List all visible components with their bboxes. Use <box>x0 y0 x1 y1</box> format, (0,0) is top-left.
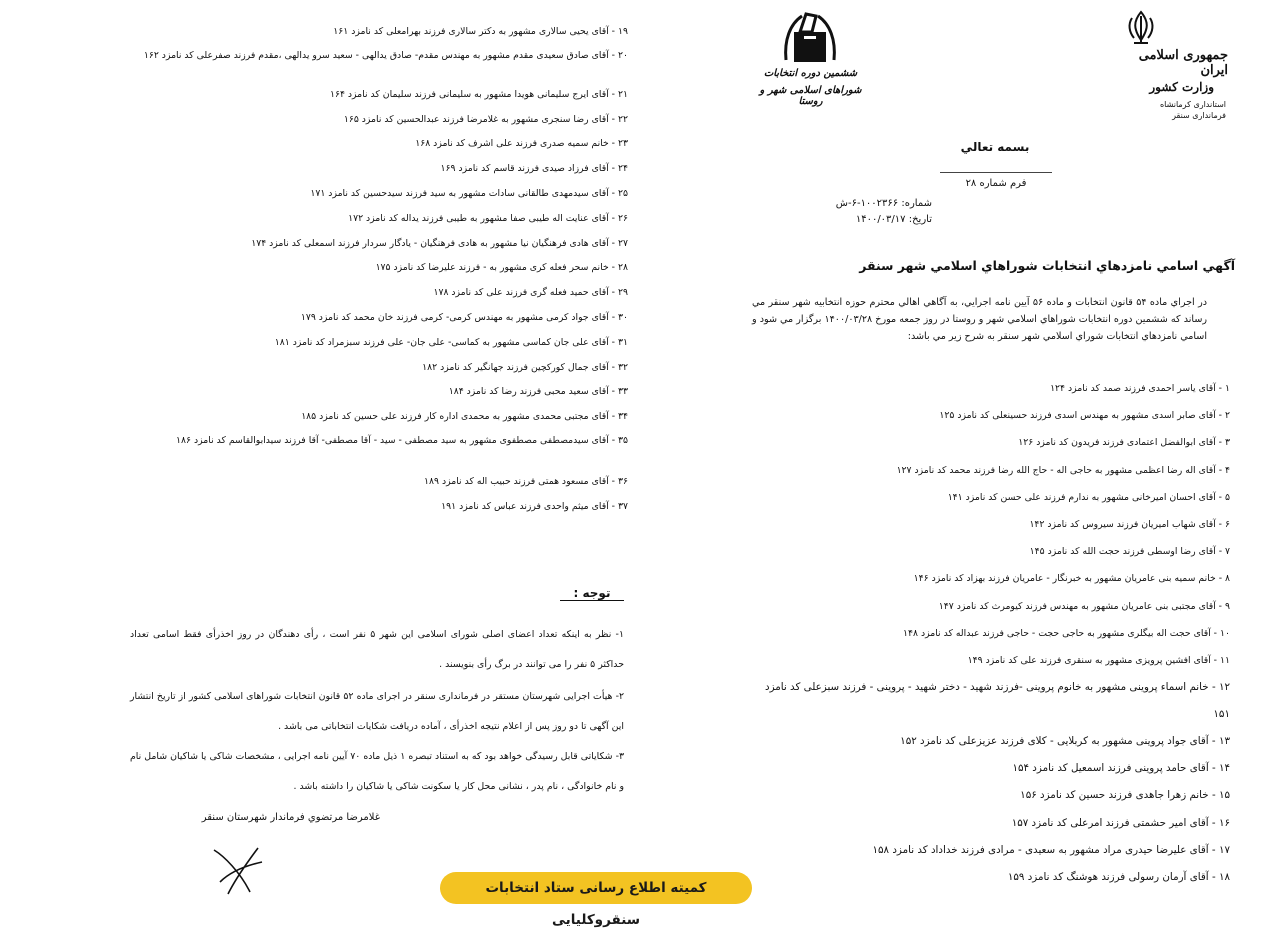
list-item: ۸ - خانم سمیه بنی عامریان مشهور به خبرنگار - عامریان فرزند بهزاد کد نامزد ۱۴۶ <box>913 573 1230 585</box>
list-item: ۱۹ - آقای یحیی سالاری مشهور به دکتر سالاری فرزند بهرامعلی کد نامزد ۱۶۱ <box>333 26 628 37</box>
list-item: ۱۲ - خانم اسماء پروینی مشهور به خانوم پروینی -فرزند شهید - دختر شهید - پروینی - فرزند سبزعلی کد نامزد ۱۵۱ <box>764 681 1230 721</box>
ballot-box-icon <box>780 10 840 66</box>
list-item: ۲۳ - خانم سمیه صدری فرزند علی اشرف کد نامزد ۱۶۸ <box>415 138 628 150</box>
list-item: ۳۷ - آقای میثم واحدی فرزند عباس کد نامزد ۱۹۱ <box>441 500 628 512</box>
list-item: ۳۴ - آقای مجتبی محمدی مشهور به محمدی اداره کار فرزند علی حسین کد نامزد ۱۸۵ <box>301 411 628 423</box>
document-title: آگهي اسامي نامزدهاي انتخابات شوراهاي اسلامي شهر سنقر <box>859 258 1235 273</box>
list-item: ۵ - آقای احسان امیرخانی مشهور به ندارم فرزند علی حسن کد نامزد ۱۴۱ <box>947 491 1230 503</box>
list-item: ۱۰ - آقای حجت اله بیگلری مشهور به حاجی حجت - حاجی فرزند عبداله کد نامزد ۱۴۸ <box>903 627 1230 639</box>
list-item: ۲۹ - آقای حمید فعله گری فرزند علی کد نامزد ۱۷۸ <box>433 287 628 299</box>
list-item: ۱۴ - آقای حامد پروینی فرزند اسمعیل کد نامزد ۱۵۴ <box>1012 762 1230 775</box>
republic-label: جمهوری اسلامی ایران <box>1138 48 1228 78</box>
list-item: ۲۷ - آقای هادی فرهنگیان نیا مشهور به هادی فرهنگیان - یادگار سردار فرزند اسمعلی کد نامزد ۱۷۴ <box>251 237 628 249</box>
list-item: ۷ - آقای رضا اوسطی فرزند حجت الله کد نامزد ۱۴۵ <box>1029 546 1230 558</box>
list-item: ۳۱ - آقای علی جان کماسی مشهور به کماسی- علی جان- علی فرزند سبزمراد کد نامزد ۱۸۱ <box>274 336 628 348</box>
list-item: ۳۰ - آقای جواد کرمی مشهور به مهندس کرمی- کرمی فرزند خان محمد کد نامزد ۱۷۹ <box>300 311 628 323</box>
list-item: ۳۲ - آقای جمال کورکچین فرزند جهانگیر کد نامزد ۱۸۲ <box>422 361 628 373</box>
header-divider <box>940 172 1052 173</box>
election-emblem <box>758 10 863 115</box>
list-item: ۶ - آقای شهاب امیریان فرزند سیروس کد نامزد ۱۴۲ <box>1029 518 1230 530</box>
notes-heading: توجه : <box>560 586 624 601</box>
form-number: فرم شماره ۲۸ <box>965 178 1027 189</box>
governorate-label: استانداری کرمانشاه <box>1159 100 1226 109</box>
list-item: ۲۶ - آقای عنایت اله طیبی صفا مشهور به طیبی فرزند یداله کد نامزد ۱۷۲ <box>348 212 628 224</box>
list-item: ۱۷ - آقای علیرضا حیدری مراد مشهور به سعیدی - مرادی فرزند خداداد کد نامزد ۱۵۸ <box>872 843 1230 856</box>
intro-paragraph: در اجراي ماده ۵۴ قانون انتخابات و ماده ۵۶ آيين نامه اجرايي، به آگاهي اهالي محترم حوزه انتخابيه شهر سنقر مي رساند كه ششمين دوره انتخابات شوراهاي اسلامي شهر و روستا در روز جمعه مورخ ۱۴۰۰/۰۳/۲۸ برگزار مي شود و اسامي نامزدهاي انتخابات شوراي اسلامي شهر سنقر به شرح زير مي باشد: <box>752 297 1208 342</box>
ministry-label: وزارت کشور <box>1149 80 1214 94</box>
candidate-list-left <box>118 20 638 520</box>
list-item: ۱۸ - آقای آرمان رسولی فرزند هوشنگ کد نامزد ۱۵۹ <box>1007 871 1230 883</box>
reference-date: تاریخ: ۱۴۰۰/۰۳/۱۷ <box>855 214 932 225</box>
reference-number: شماره: ۱۰۰۲۳۶۶-۶-ش <box>835 198 932 209</box>
list-item: ۲ - آقای صابر اسدی مشهور به مهندس اسدی فرزند حسینعلی کد نامزد ۱۲۵ <box>939 410 1230 422</box>
list-item: ۲۲ - آقای رضا سنجری مشهور به غلامرضا فرزند عبدالحسین کد نامزد ۱۶۵ <box>343 113 628 125</box>
list-item: ۲۴ - آقای فرزاد صیدی فرزند قاسم کد نامزد ۱۶۹ <box>440 163 628 175</box>
note-3: ۳- شکایاتی قابل رسیدگی خواهد بود که به استناد تبصره ۱ ذیل ماده ۷۰ آیین نامه اجرایی ، مشخصات شاکی یا شاکیان شامل نام و نام خانوادگی ، نام پدر ، نشانی محل کار یا سکونت شاکی یا شاکیان را داشته باشد . <box>130 751 625 792</box>
list-item: ۳۵ - آقای سیدمصطفی مصطفوی مشهور به سید مصطفی - سید - آقا مصطفی- آقا فرزند سیدابوالقاسم کد نامزد ۱۸۶ <box>176 434 628 446</box>
election-councils-label: شوراهای اسلامی شهر و روستا <box>759 85 862 107</box>
note-2: ۲- هیأت اجرایی شهرستان مستقر در فرمانداری سنقر در اجرای ماده ۵۲ قانون انتخابات شوراهای اسلامی کشور از تاریخ انتشار این آگهی تا دو روز پس از اعلام نتیجه اخذرأی ، آماده دریافت شکایات انتخاباتی می باشد . <box>130 691 625 732</box>
state-emblem <box>1098 10 1228 125</box>
list-item: ۹ - آقای مجتبی بنی عامریان مشهور به مهندس فرزند کیومرث کد نامزد ۱۴۷ <box>938 600 1230 612</box>
list-item: ۴ - آقای اله رضا اعظمی مشهور به حاجی اله - حاج الله رضا فرزند محمد کد نامزد ۱۲۷ <box>896 464 1230 476</box>
note-1: ۱- نظر به اینکه تعداد اعضای اصلی شورای اسلامی این شهر ۵ نفر است ، رأی دهندگان در روز اخذرأی فقط اسامی تعداد حداکثر ۵ نفر را می توانند در برگ رأی بنویسند . <box>130 629 624 670</box>
list-item: ۲۵ - آقای سیدمهدی طالقانی سادات مشهور به سید فرزند سیدحسین کد نامزد ۱۷۱ <box>310 187 628 199</box>
election-round-label: ششمین دوره انتخابات <box>763 68 858 79</box>
list-item: ۱۱ - آقای افشین پرویزی مشهور به سنقری فرزند علی کد نامزد ۱۴۹ <box>967 654 1230 666</box>
footer-banner: کمیته اطلاع رسانی ستاد انتخابات سنقروکلیایی <box>440 872 752 904</box>
candidate-list-right <box>752 375 1230 891</box>
list-item: ۲۰ - آقای صادق سعیدی مقدم مشهور به مهندس مقدم- صادق یدالهی - سعید سرو یدالهی ،مقدم فرزند صفرعلی کد نامزد ۱۶۲ <box>143 49 628 61</box>
signature-icon <box>210 842 270 898</box>
list-item: ۱ - آقای یاسر احمدی فرزند صمد کد نامزد ۱۲۴ <box>1050 383 1230 394</box>
list-item: ۱۳ - آقای جواد پروینی مشهور به کربلایی - کلای فرزند عزیزعلی کد نامزد ۱۵۲ <box>900 735 1230 748</box>
list-item: ۳ - آقای ابوالفضل اعتمادی فرزند فریدون کد نامزد ۱۲۶ <box>1018 437 1230 449</box>
list-item: ۱۶ - آقای امیر حشمتی فرزند امرعلی کد نامزد ۱۵۷ <box>1011 816 1230 829</box>
bismillah: بسمه تعالي <box>960 140 1030 154</box>
list-item: ۳۳ - آقای سعید محبی فرزند رضا کد نامزد ۱۸۴ <box>448 386 628 398</box>
county-office-label: فرمانداری سنقر <box>1172 111 1226 120</box>
list-item: ۳۶ - آقای مسعود همتی فرزند حبیب اله کد نامزد ۱۸۹ <box>424 475 628 487</box>
signer-name: غلامرضا مرتضوي فرماندار شهرستان سنقر <box>201 812 380 823</box>
iran-emblem-icon <box>1124 10 1158 46</box>
list-item: ۲۸ - خانم سحر فعله کری مشهور به - فرزند علیرضا کد نامزد ۱۷۵ <box>375 262 628 274</box>
list-item: ۱۵ - خانم زهرا جاهدی فرزند حسین کد نامزد ۱۵۶ <box>1020 789 1230 802</box>
list-item: ۲۱ - آقای ایرج سلیمانی هویدا مشهور به سلیمانی فرزند سلیمان کد نامزد ۱۶۴ <box>329 88 628 100</box>
